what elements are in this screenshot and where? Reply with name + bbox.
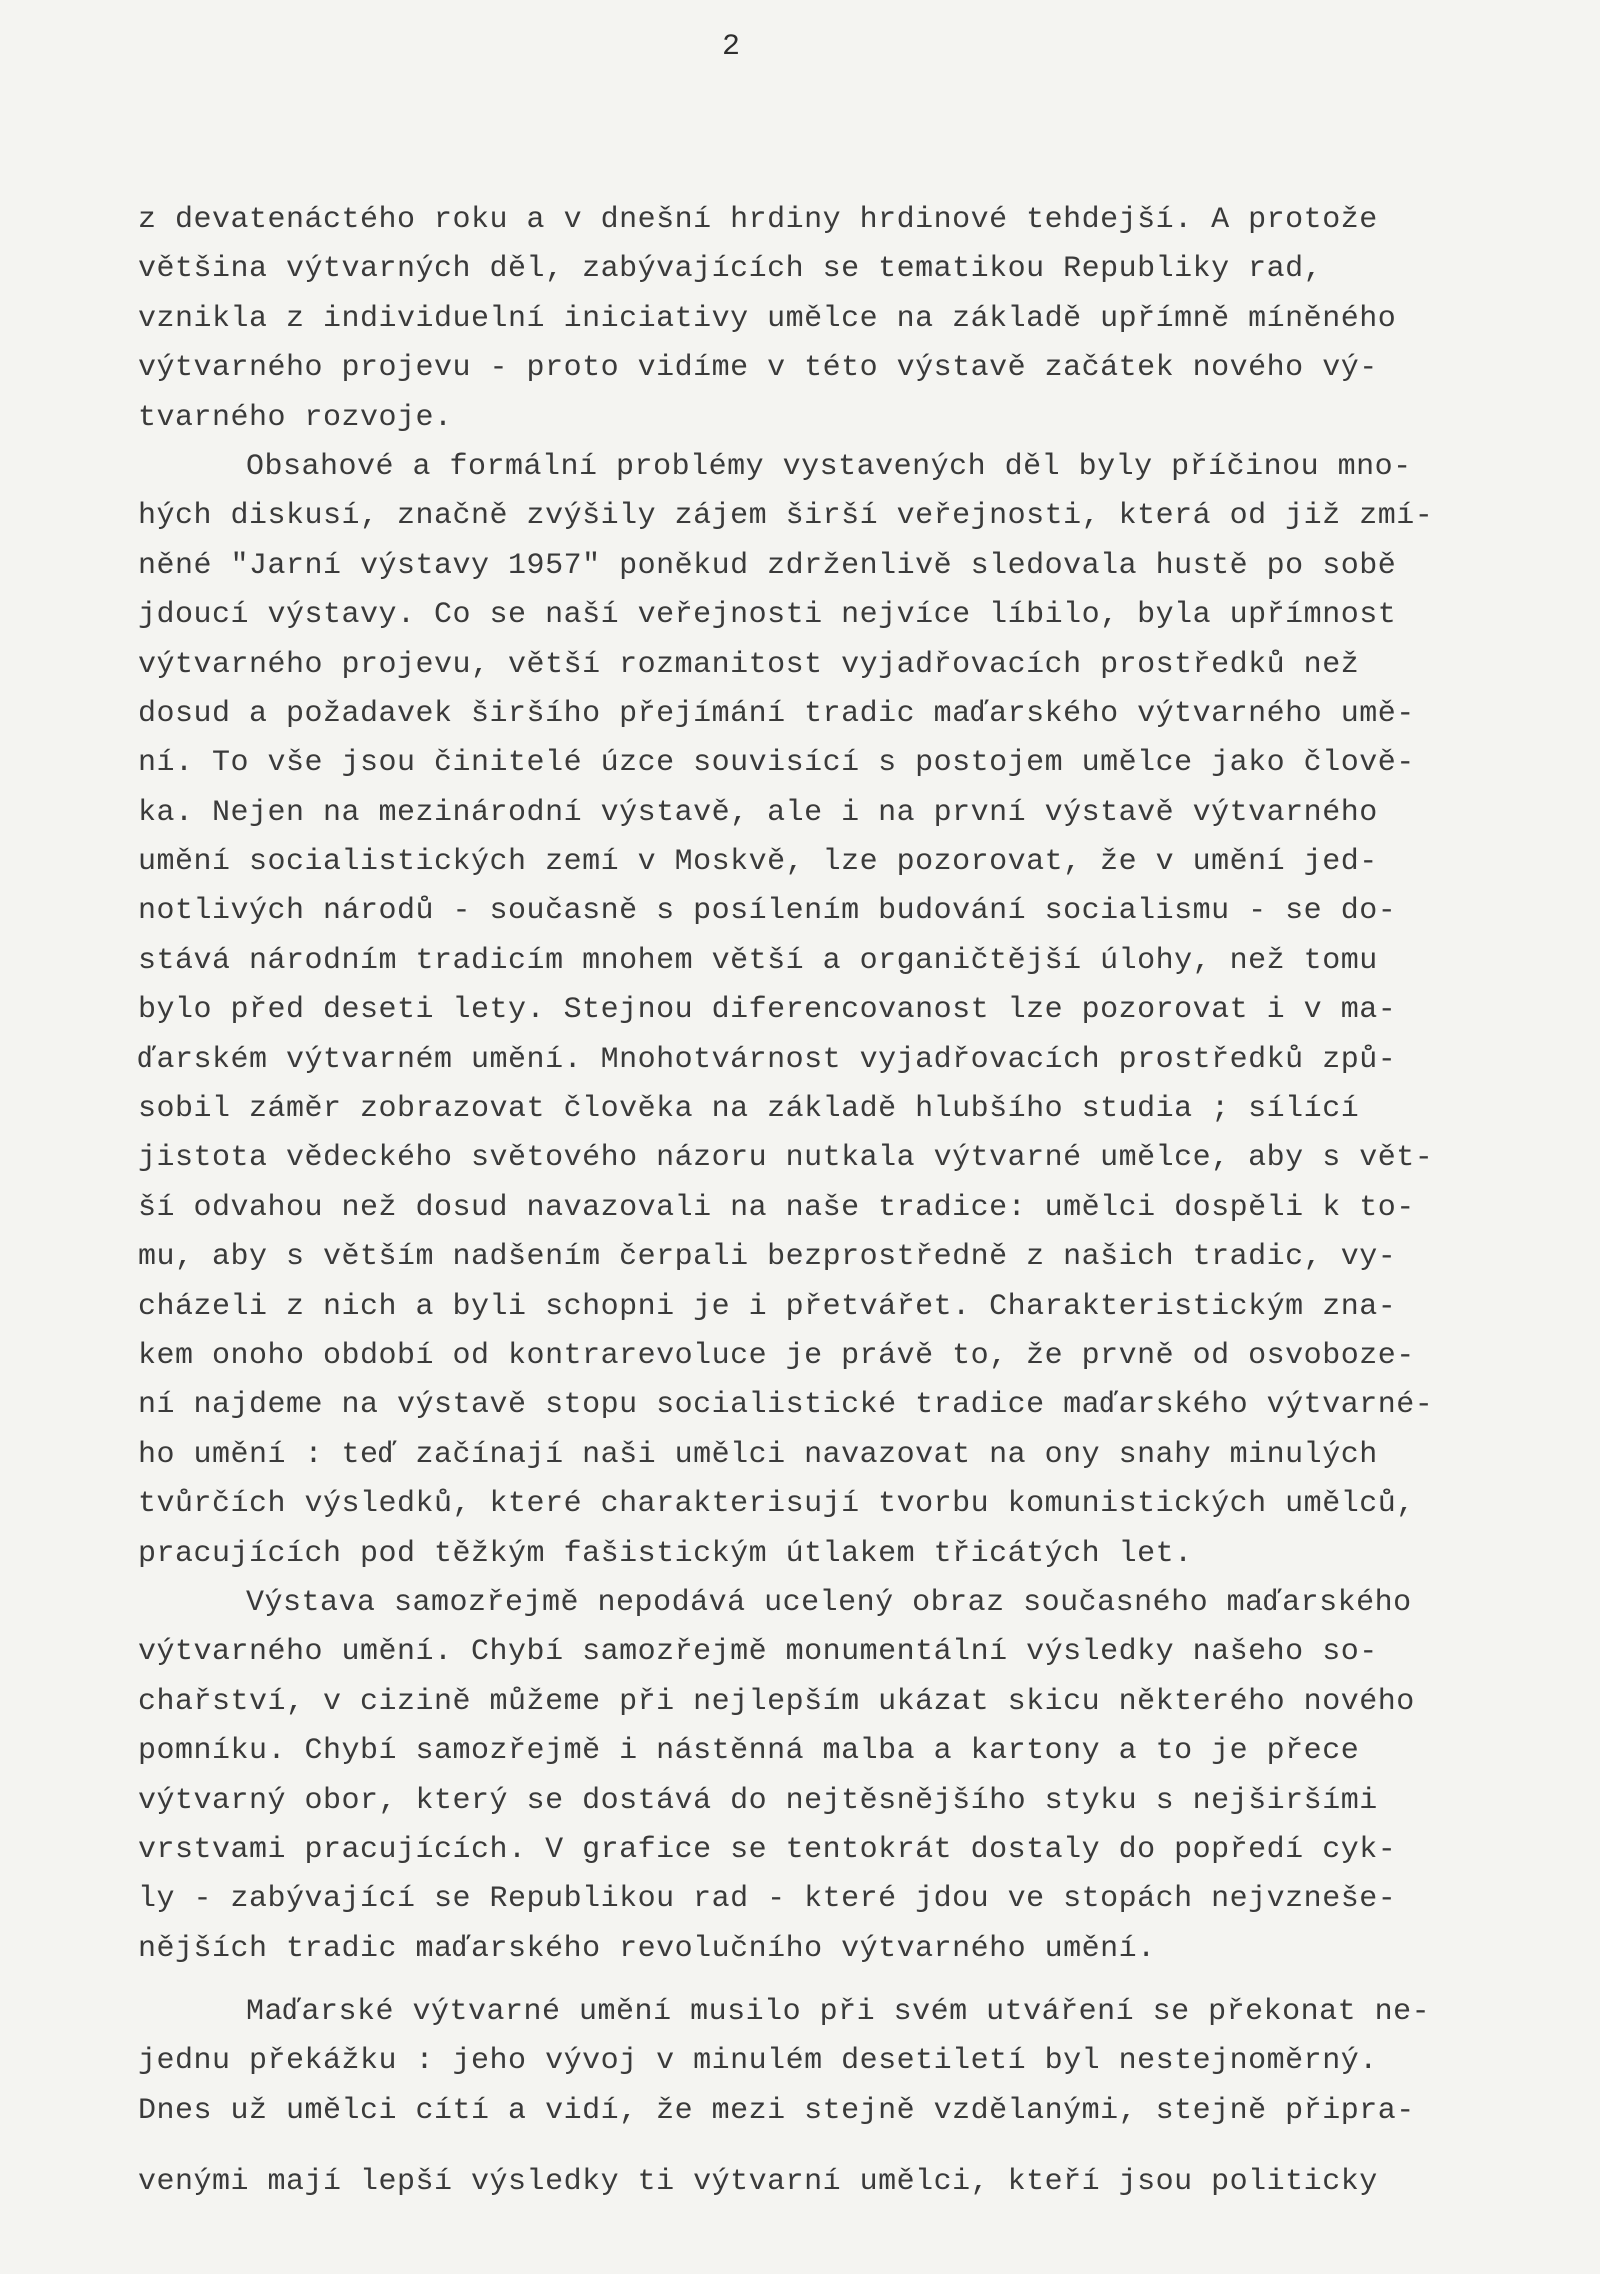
text-line: ly - zabývající se Republikou rad - které jdou ve stopách nejvzneše- [138,1882,1397,1917]
text-line: tvarného rozvoje. [138,400,453,435]
text-line: pomníku. Chybí samozřejmě i nástěnná malba a kartony a to je přece [138,1734,1360,1769]
text-line: ďarském výtvarném umění. Mnohotvárnost vyjadřovacích prostředků způ- [138,1042,1397,1077]
text-line: výtvarný obor, který se dostává do nejtěsnějšího styku s nejširšími [138,1783,1378,1818]
text-line: umění socialistických zemí v Moskvě, lze pozorovat, že v umění jed- [138,845,1378,880]
text-line: ní. To vše jsou činitelé úzce souvisící s postojem umělce jako člově- [138,746,1415,781]
page-number: 2 [722,30,741,64]
text-line: bylo před deseti lety. Stejnou diferencovanost lze pozorovat i v ma- [138,993,1397,1028]
paragraph-start-line: Výstava samozřejmě nepodává ucelený obraz současného maďarského [246,1585,1412,1620]
body-text [138,196,1558,2208]
text-line: vznikla z individuelní iniciativy umělce na základě upřímně míněného [138,301,1397,336]
text-line: cházeli z nich a byli schopni je i přetvářet. Charakteristickým zna- [138,1289,1397,1324]
text-line: venými mají lepší výsledky ti výtvarní umělci, kteří jsou politicky [138,2165,1378,2200]
text-line: výtvarného projevu - proto vidíme v této výstavě začátek nového vý- [138,351,1378,386]
text-line: mu, aby s větším nadšením čerpali bezprostředně z našich tradic, vy- [138,1240,1397,1275]
text-line: něné "Jarní výstavy 1957" poněkud zdrženlivě sledovala hustě po sobě [138,548,1397,583]
text-line: hých diskusí, značně zvýšily zájem širší veřejnosti, která od již zmí- [138,499,1434,534]
text-line: jdoucí výstavy. Co se naší veřejnosti nejvíce líbilo, byla upřímnost [138,598,1397,633]
text-line: ho umění : teď začínají naši umělci navazovat na ony snahy minulých [138,1437,1378,1472]
text-line: tvůrčích výsledků, které charakterisují tvorbu komunistických umělců, [138,1487,1415,1522]
text-line: výtvarného umění. Chybí samozřejmě monumentální výsledky našeho so- [138,1635,1378,1670]
text-line: ší odvahou než dosud navazovali na naše tradice: umělci dospěli k to- [138,1190,1415,1225]
text-line: Dnes už umělci cítí a vidí, že mezi stejně vzdělanými, stejně připra- [138,2093,1415,2128]
text-line: ka. Nejen na mezinárodní výstavě, ale i na první výstavě výtvarného [138,795,1378,830]
text-line: dosud a požadavek širšího přejímání tradic maďarského výtvarného umě- [138,696,1415,731]
text-line: chařství, v cizině můžeme při nejlepším ukázat skicu některého nového [138,1684,1415,1719]
text-line: vrstvami pracujících. V grafice se tentokrát dostaly do popředí cyk- [138,1832,1397,1867]
text-line: pracujících pod těžkým fašistickým útlakem třicátých let. [138,1536,1193,1571]
text-line: nějších tradic maďarského revolučního výtvarného umění. [138,1931,1156,1966]
text-line: jednu překážku : jeho vývoj v minulém desetiletí byl nestejnoměrný. [138,2044,1378,2079]
text-line: jistota vědeckého světového názoru nutkala výtvarné umělce, aby s vět- [138,1141,1434,1176]
text-line: notlivých národů - současně s posílením budování socialismu - se do- [138,894,1397,929]
text-line: kem onoho období od kontrarevoluce je právě to, že prvně od osvoboze- [138,1338,1415,1373]
paragraph-start-line: Obsahové a formální problémy vystavených děl byly příčinou mno- [246,449,1412,484]
text-line: výtvarného projevu, větší rozmanitost vyjadřovacích prostředků než [138,647,1360,682]
paragraph-start-line: Maďarské výtvarné umění musilo při svém utváření se překonat ne- [246,1995,1431,2030]
text-line: ní najdeme na výstavě stopu socialistické tradice maďarského výtvarné- [138,1388,1434,1423]
text-line: většina výtvarných děl, zabývajících se tematikou Republiky rad, [138,252,1323,287]
text-line: stává národním tradicím mnohem větší a organičtější úlohy, než tomu [138,943,1378,978]
text-line: sobil záměr zobrazovat člověka na základě hlubšího studia ; sílící [138,1092,1360,1127]
text-line: z devatenáctého roku a v dnešní hrdiny hrdinové tehdejší. A protože [138,203,1378,237]
